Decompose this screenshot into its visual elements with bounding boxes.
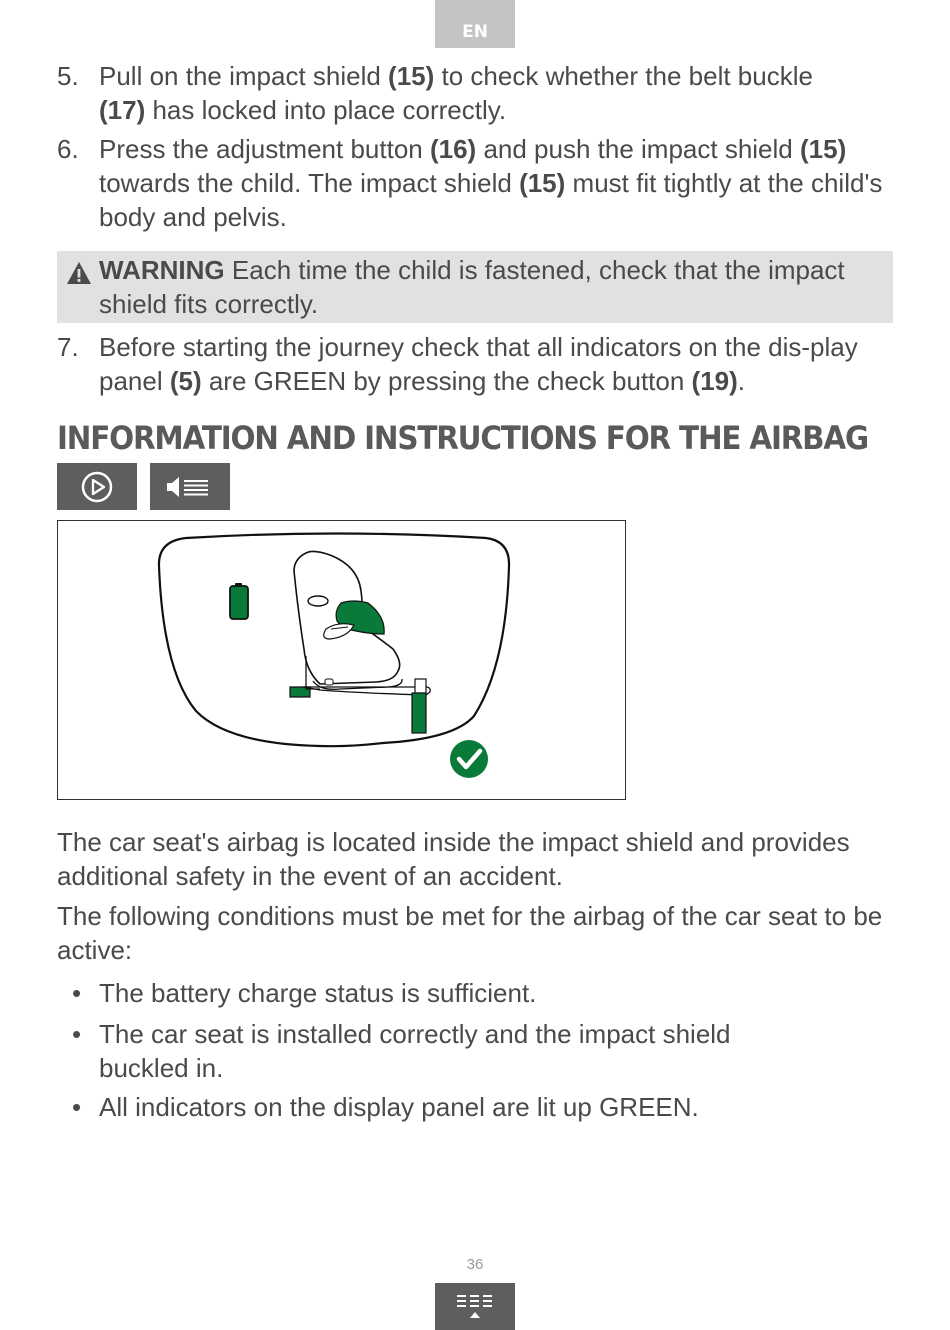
battery-icon — [230, 583, 248, 619]
table-of-contents-icon — [455, 1292, 495, 1322]
airbag-illustration — [57, 520, 626, 800]
step-text: Press the adjustment button (16) and push the impact shield (15) towards the child. The impact shield (15) must fit tightly at the child's body and pelvis. — [99, 134, 883, 232]
warning-icon — [66, 259, 92, 293]
bullet-point: • — [72, 978, 82, 1008]
warning-text: WARNING Each time the child is fastened, check that the impact shield fits correctly. — [99, 255, 845, 319]
step-number: 6. — [57, 134, 79, 164]
bullet-point: • — [72, 1092, 82, 1122]
step-number: 5. — [57, 61, 79, 91]
section-heading: INFORMATION AND INSTRUCTIONS FOR THE AIRBAG — [57, 419, 868, 457]
bullet-point: • — [72, 1019, 82, 1049]
list-item: • All indicators on the display panel are lit up GREEN. — [72, 1092, 699, 1122]
step-6 — [57, 132, 897, 234]
language-tab: EN — [435, 0, 515, 48]
audio-list-icon — [165, 475, 215, 499]
step-text: Pull on the impact shield (15) to check whether the belt buckle (17) has locked into place correctly. — [99, 61, 813, 125]
play-video-button[interactable] — [57, 463, 137, 510]
step-text: Before starting the journey check that all indicators on the dis-play panel (5) are GREEN by pressing the check button (19). — [99, 332, 858, 396]
step-5 — [57, 59, 897, 127]
step-number: 7. — [57, 332, 79, 362]
page-number: 36 — [466, 1256, 484, 1273]
list-item: • The car seat is installed correctly and the impact shield buckled in. — [72, 1019, 731, 1083]
checkmark-icon — [450, 740, 488, 778]
list-item: • The battery charge status is sufficient. — [72, 978, 537, 1008]
warning-box — [57, 251, 893, 323]
step-7 — [57, 330, 897, 398]
table-of-contents-button[interactable] — [435, 1283, 515, 1330]
audio-instructions-button[interactable] — [150, 463, 230, 510]
play-icon — [80, 470, 114, 504]
warning-label: WARNING — [99, 255, 225, 285]
airbag-intro-paragraph: The car seat's airbag is located inside the impact shield and provides additional safety in the event of an accident. — [57, 827, 850, 891]
airbag-conditions-paragraph: The following conditions must be met for the airbag of the car seat to be active: — [57, 901, 883, 965]
